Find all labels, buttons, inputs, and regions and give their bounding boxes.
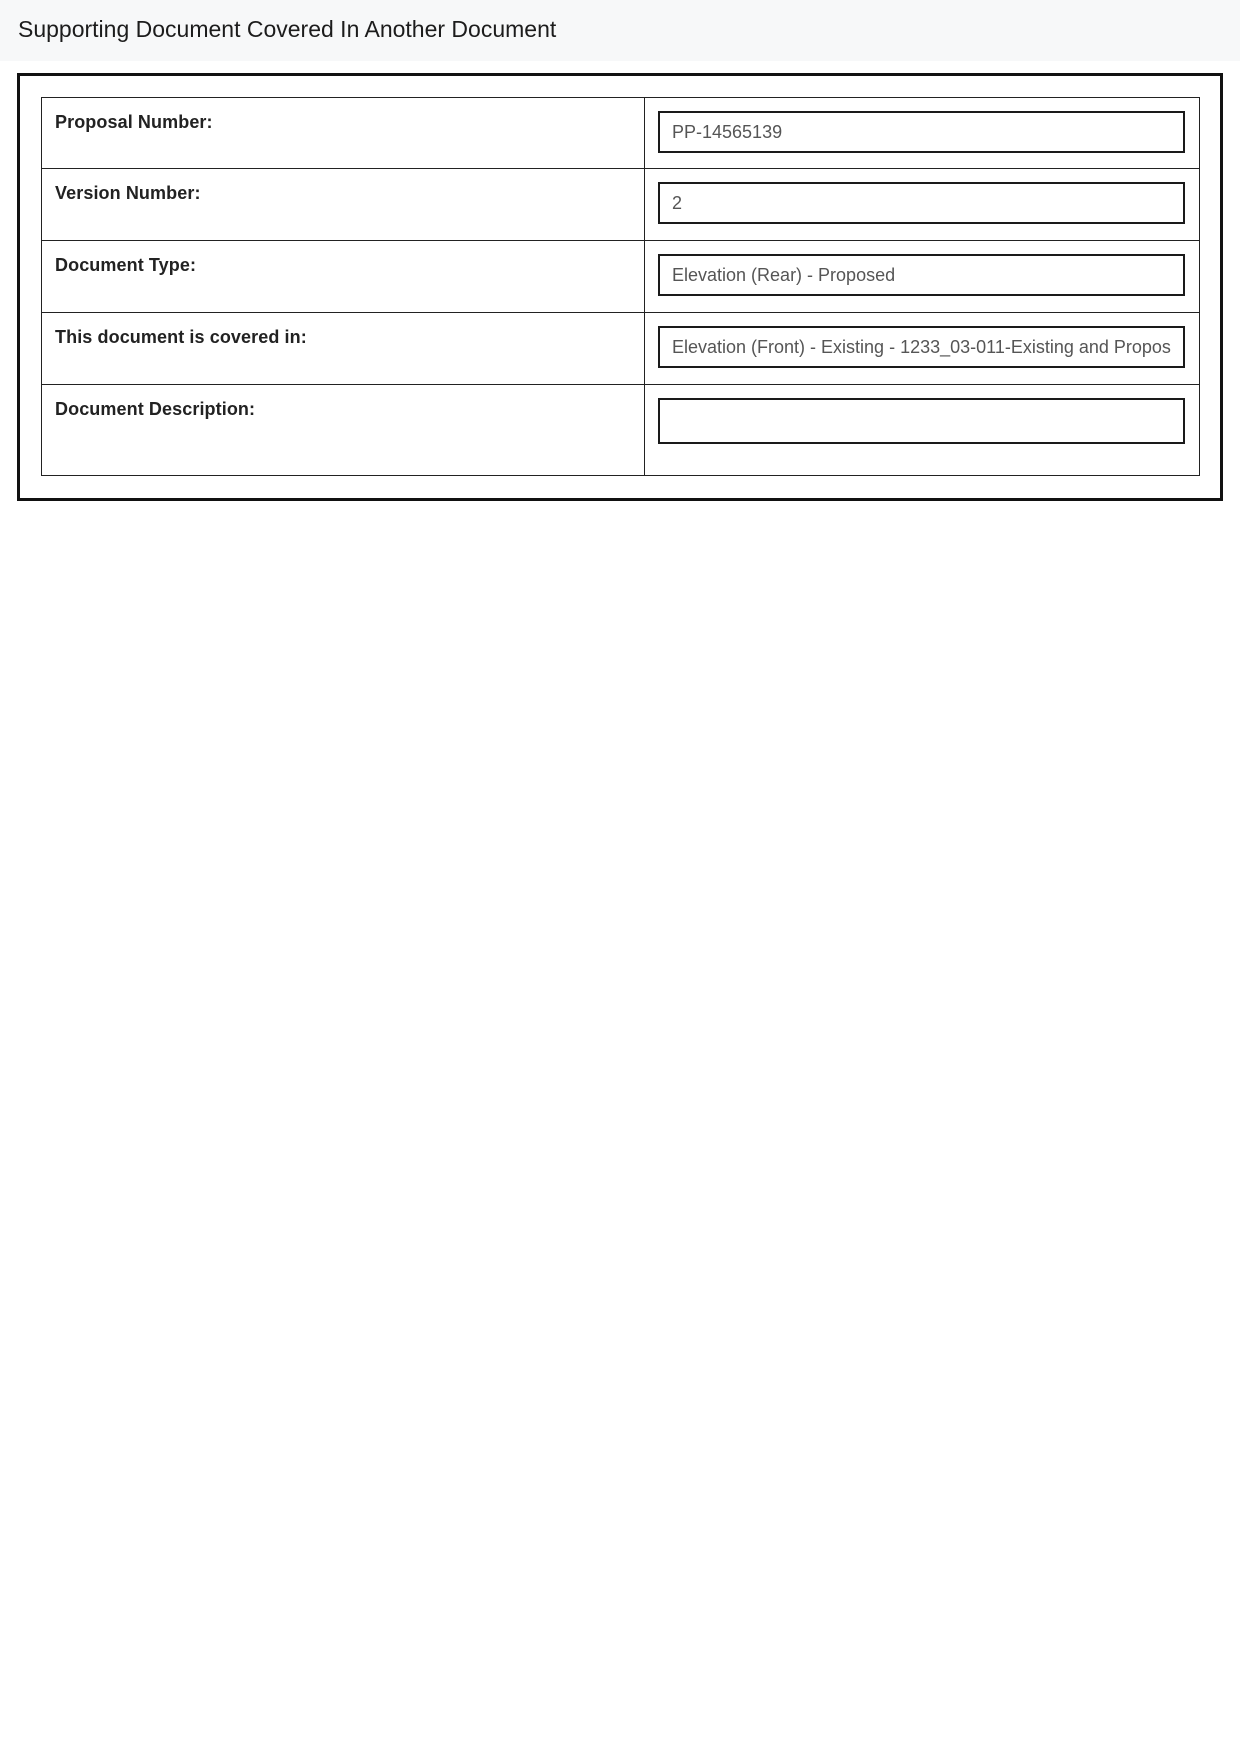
document-description-field[interactable] [658,398,1185,444]
form-row-document-description [42,385,1200,476]
label-cell [42,313,645,385]
page-header [0,0,1240,61]
value-cell [645,385,1200,476]
label-cell [42,98,645,169]
proposal-number-label: Proposal Number: [55,112,213,132]
value-cell [645,313,1200,385]
document-details-table [41,97,1200,476]
value-cell [645,241,1200,313]
label-cell [42,241,645,313]
form-row-document-type [42,241,1200,313]
document-type-label: Document Type: [55,255,197,275]
form-row-version-number [42,169,1200,241]
form-row-proposal-number [42,98,1200,169]
proposal-number-field[interactable] [658,111,1185,153]
version-number-label: Version Number: [55,183,201,203]
value-cell [645,169,1200,241]
document-form-panel [17,73,1223,501]
label-cell [42,169,645,241]
value-cell [645,98,1200,169]
form-row-covered-in [42,313,1200,385]
covered-in-field[interactable] [658,326,1185,368]
page-title: Supporting Document Covered In Another Document [18,16,557,42]
label-cell [42,385,645,476]
document-type-field[interactable] [658,254,1185,296]
version-number-field[interactable] [658,182,1185,224]
covered-in-label: This document is covered in: [55,327,307,347]
document-description-label: Document Description: [55,399,256,419]
